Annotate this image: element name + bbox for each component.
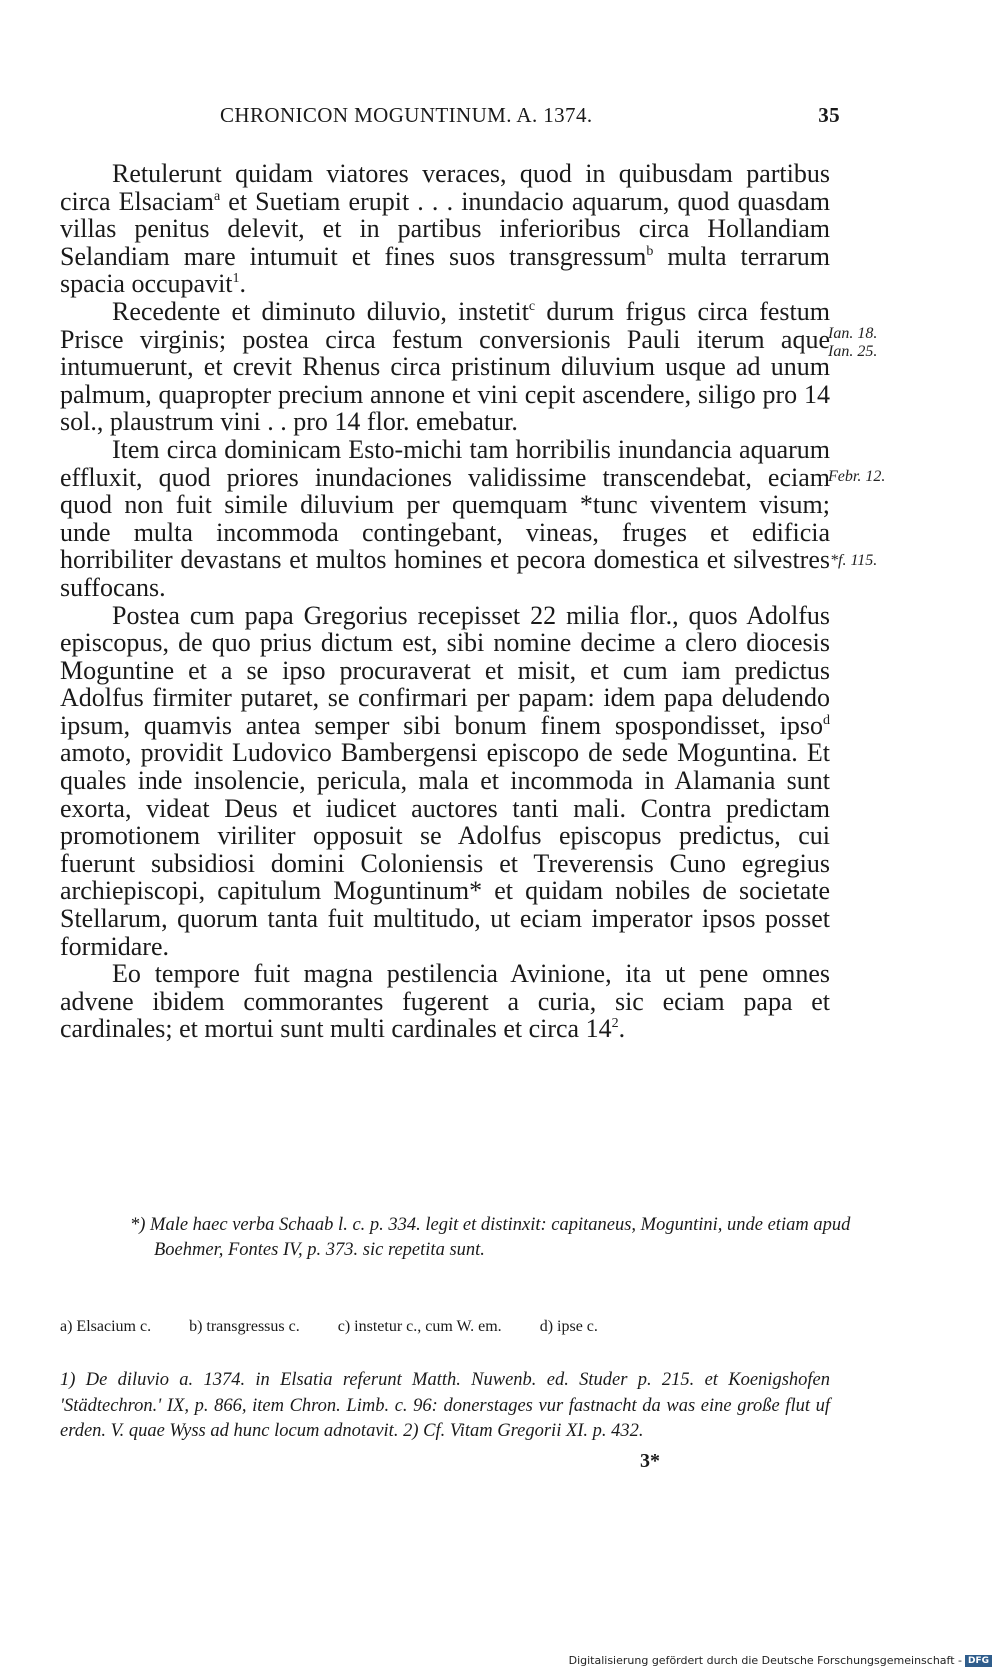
- footnote-marker: d: [823, 712, 830, 728]
- page-number: 35: [818, 103, 840, 127]
- variant-reading: a) Elsacium c.: [60, 1318, 152, 1335]
- variant-reading: d) ipse c.: [539, 1318, 598, 1335]
- paragraph: Eo tempore fuit magna pestilencia Avinione, ita ut pene omnes advene ibidem commorantes fugerent a curia, sic eciam papa et cardinales; et mortui sunt multi cardinales et circa $14^2$.: [60, 959, 830, 1044]
- variant-readings: [60, 1318, 820, 1336]
- variant-reading: b) transgressus c.: [189, 1318, 300, 1335]
- footnote-marker: b: [646, 243, 654, 259]
- paragraph: Recedente et diminuto diluvio, instetit$^c$ durum frigus circa festum Prisce virginis; postea circa festum conversionis Pauli iterum aque intumuerunt, et crevit Rhenus circa pristinum diluvium usque ad unum palmum, quapropter precium annone et vini cepit ascendere, siligo pro 14 sol., plaustrum vini . . pro 14 flor. emebatur.: [60, 296, 830, 437]
- credit-text: Digitalisierung gefördert durch die Deutsche Forschungsgemeinschaft -: [568, 1654, 962, 1667]
- margin-date: Febr. 12.: [828, 468, 886, 485]
- margin-date: Ian. 18.: [828, 325, 878, 342]
- sheet-signature: 3*: [640, 1450, 660, 1472]
- editorial-note: *) Male haec verba Schaab l. c. p. 334. legit et distinxit: capitaneus, Moguntini, unde etiam apud Boehmer, Fontes IV, p. 373. sic repetita sunt.: [130, 1215, 851, 1260]
- paragraph: Postea cum papa Gregorius recepisset 22 milia flor., quos Adolfus episcopus, de quo prius dictum est, sibi nomine decime a clero diocesis Moguntine et a se ipso procuraverat et misit, et cum iam predictus Adolfus firmiter putaret, se confirmari per papam: idem papa deludendo ipsum, quamvis antea semper sibi bonum finem spospondisset, ipso$^d$ amoto, providit Ludovico Bambergensi episcopo de sede Moguntina. Et quales inde insolencie, pericula, mala et incommoda in Alamania sunt exorta, videat Deus et iudicet auctores tanti mali. Contra predictam promotionem viriliter opposuit se Adolfus episcopus predictus, cui fuerunt subsidiosi domini Coloniensis et Treverensis Cuno egregius archiepiscopi, capitulum Moguntinum* et quidam nobiles de societate Stellarum, quorum tanta fuit multitudo, ut eciam imperator ipsos posset formidare.: [60, 600, 830, 961]
- main-text: [60, 160, 830, 1043]
- paragraph: Retulerunt quidam viatores veraces, quod in quibusdam partibus circa Elsaciam$^a$ et Suetiam erupit . . . inundacio aquarum, quod quasdam villas penitus delevit, et in partibus inferioribus circa Hollandiam Selandiam mare intumuit et fines suos transgressum$^b$ multa terrarum spacia occupavit$^1$.: [60, 159, 831, 299]
- digitization-credit: [569, 1654, 992, 1667]
- footnotes: 1) De diluvio a. 1374. in Elsatia referunt Matth. Nuwenb. ed. Studer p. 215. et Koenigshofen 'Städtechron.' IX, p. 866, item Chron. Limb. c. 96: donerstages vur fastnacht da was eine große flut uf erden. V. quae Wyss ad hunc locum adnotavit. 2) Cf. Vitam Gregorii XI. p. 432.: [60, 1370, 830, 1441]
- folio-marker: *f. 115.: [830, 552, 878, 569]
- dfg-logo: DFG: [965, 1655, 992, 1667]
- footnote-marker: 2: [611, 1016, 619, 1032]
- running-header: [60, 103, 840, 133]
- page-title: CHRONICON MOGUNTINUM. A. 1374.: [220, 103, 593, 127]
- margin-date: Ian. 25.: [828, 343, 878, 360]
- paragraph: Item circa dominicam Esto-michi tam horribilis inundancia aquarum effluxit, quod priores inundaciones validissime transcendebat, eciam quod non fuit simile diluvium per quemquam *tunc viventem visum; unde multa incommoda contingebant, vineas, fruges et edificia horribiliter devastans et multos homines et pecora domestica et silvestres suffocans.: [60, 434, 830, 602]
- variant-reading: c) instetur c., cum W. em.: [337, 1318, 502, 1335]
- footnote-marker: c: [528, 298, 536, 314]
- footnote-marker: 1: [232, 271, 240, 287]
- footnote-marker: a: [213, 188, 221, 204]
